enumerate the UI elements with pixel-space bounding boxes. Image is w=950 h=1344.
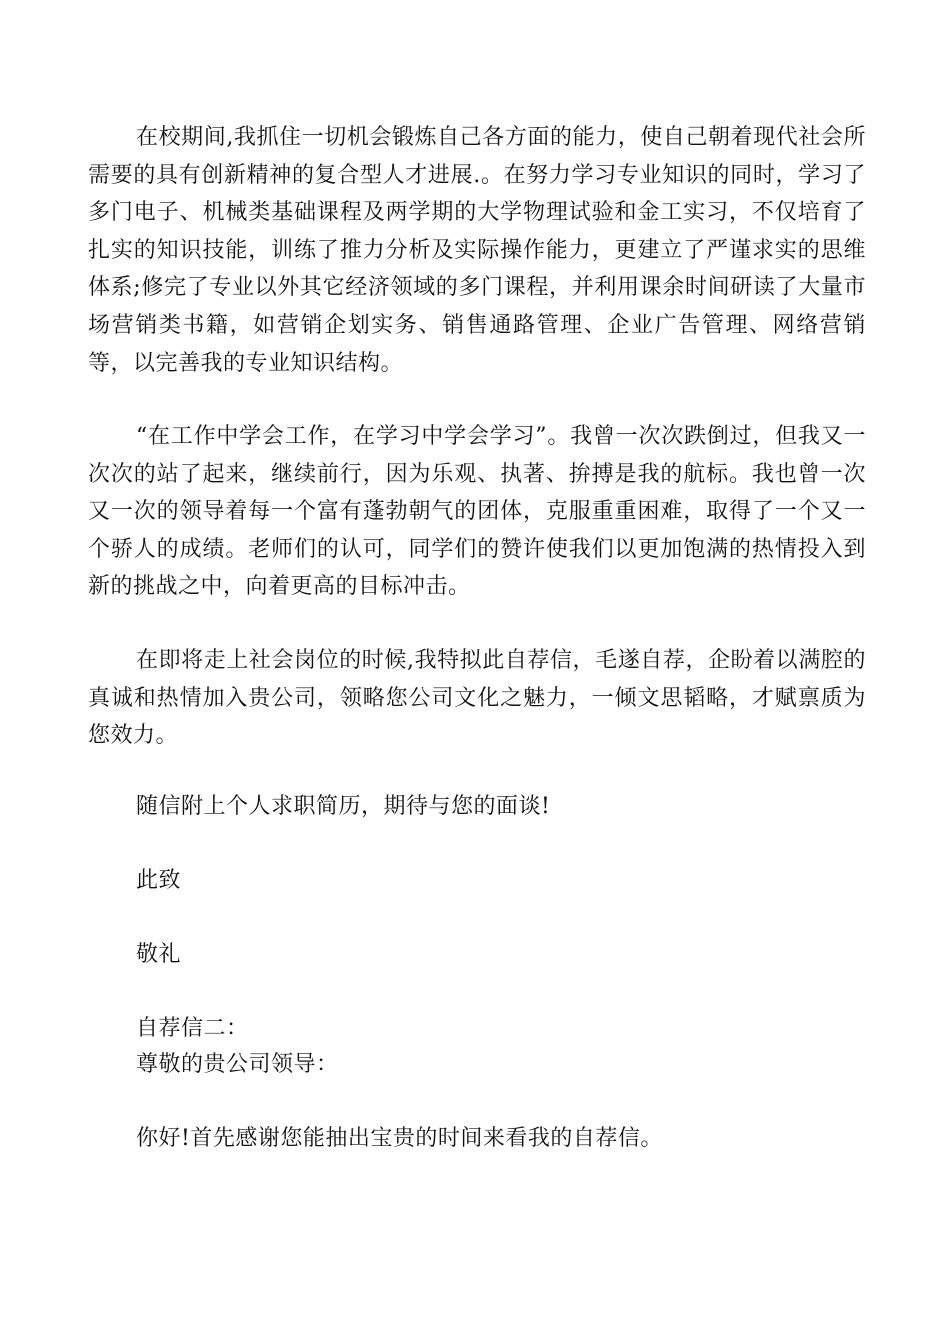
- paragraph-campus-experience: 在校期间,我抓住一切机会锻炼自己各方面的能力，使自己朝着现代社会所需要的具有创新精神的复合型人才进展.。在努力学习专业知识的同时，学习了多门电子、机械类基础课程及两学期的大学物理试验和金工实习，不仅培育了扎实的知识技能，训练了推力分析及实际操作能力，更建立了严谨求实的思维体系;修完了专业以外其它经济领域的多门课程，并利用课余时间研读了大量市场营销类书籍，如营销企划实务、销售通路管理、企业广告管理、网络营销等，以完善我的专业知识结构。: [88, 125, 866, 376]
- second-letter-title: 自荐信二：: [136, 1016, 249, 1041]
- paragraph-self-recommendation: 在即将走上社会岗位的时候,我特拟此自荐信，毛遂自荐，企盼着以满腔的真诚和热情加入贵公司，领略您公司文化之魅力，一倾文思韬略，才赋禀质为您效力。: [88, 648, 866, 749]
- closing-jingli: 敬礼: [136, 942, 182, 967]
- attachment-note: 随信附上个人求职简历，期待与您的面谈!: [136, 794, 551, 819]
- paragraph-work-learning: “在工作中学会工作，在学习中学会学习”。我曾一次次跌倒过，但我又一次次的站了起来，继续前行，因为乐观、执著、拚搏是我的航标。我也曾一次又一次的领导着每一个富有蓬勃朝气的团体，克服重重困难，取得了一个又一个骄人的成绩。老师们的认可，同学们的赞许使我们以更加饱满的热情投入到新的挑战之中，向着更高的目标冲击。: [88, 424, 866, 600]
- closing-cizhi: 此致: [136, 868, 182, 893]
- second-letter-opening: 你好!首先感谢您能抽出宝贵的时间来看我的自荐信。: [136, 1126, 663, 1151]
- second-letter-salutation: 尊敬的贵公司领导：: [136, 1052, 339, 1077]
